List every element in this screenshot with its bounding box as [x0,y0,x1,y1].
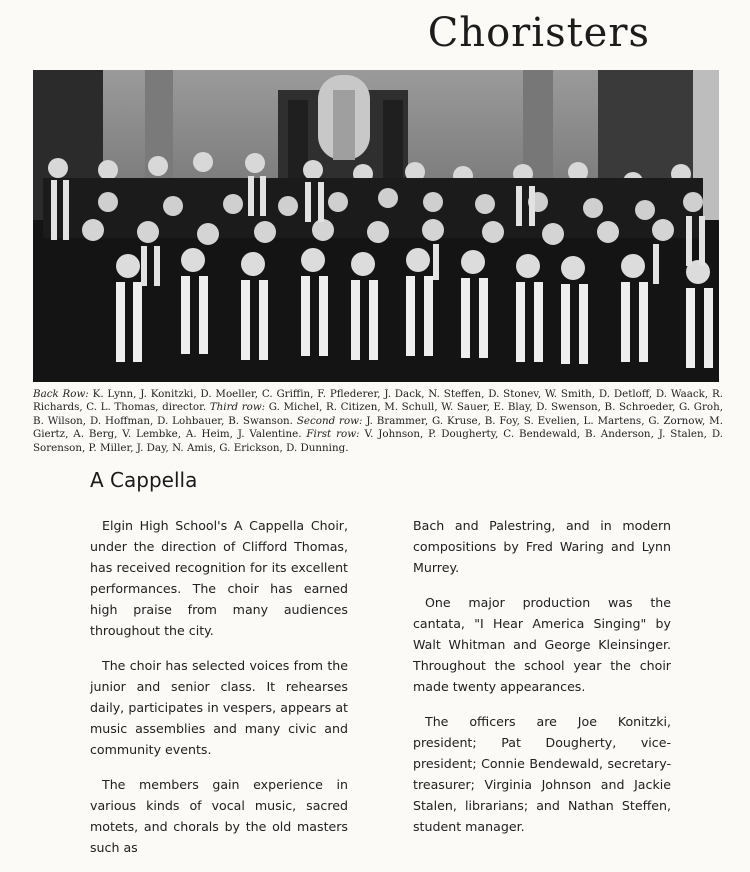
back-row-names: K. Lynn, J. Konitzki, D. Moeller, C. Griffin, F. Pflederer, J. Dack, N. Steffen, D. Stonev, W. Smith, D. Detloff, D. Waack, R. Richards, C. L. Thomas, director. [33,388,723,414]
paragraph-experience-continued: Bach and Palestring, and in modern compositions by Fred Waring and Lynn Murrey. [413,518,671,575]
second-row-names: J. Brammer, G. Kruse, B. Foy, S. Evelien, L. Martens, G. Zornow, M. Giertz, A. Berg, V. Lembke, A. Heim, J. Valentine. [33,414,724,441]
paragraph-experience: The members gain experience in various kinds of vocal music, sacred motets, and chorals by the old masters such as [90,777,348,855]
paragraph-production: One major production was the cantata, "I Hear America Singing" by Walt Whitman and George Kleinsinger. Throughout the school year the choir made twenty appearances. [413,595,671,694]
second-row-label: Second row: [296,414,363,427]
paragraph-officers: The officers are Joe Konitzki, president; Pat Dougherty, vice-president; Connie Bendewald, secretary-treasurer; Virginia Johnson and Jackie Stalen, librarians; and Nathan Steffen, student manager. [413,714,671,834]
first-row-label: First row: [306,428,360,441]
back-row-label: Back Row: [33,388,89,400]
body-column-right [413,515,671,851]
body-column-left [90,515,348,872]
choir-photo-illustration [33,70,719,382]
section-title: A Cappella [90,468,198,492]
third-row-names: G. Michel, R. Citizen, M. Schull, W. Sauer, E. Blay, D. Swenson, B. Schroeder, G. Groh, B. Wilson, D. Hoffman, D. Lohbauer, B. Swanson. [33,401,724,427]
choir-photo [33,70,719,382]
page-title: Choristers [427,10,650,56]
third-row-label: Third row: [209,401,266,414]
paragraph-intro: Elgin High School's A Cappella Choir, under the direction of Clifford Thomas, has received recognition for its excellent performances. The choir has earned high praise from many audiences throughout the city. [90,518,348,638]
paragraph-voices: The choir has selected voices from the junior and senior class. It rehearses daily, participates in vespers, appears at music assemblies and many civic and community events. [90,658,348,757]
photo-caption [33,388,723,455]
first-row-names: V. Johnson, P. Dougherty, C. Bendewald, B. Anderson, J. Stalen, D. Sorenson, P. Miller, J. Day, N. Amis, G. Erickson, D. Dunning. [33,428,723,454]
